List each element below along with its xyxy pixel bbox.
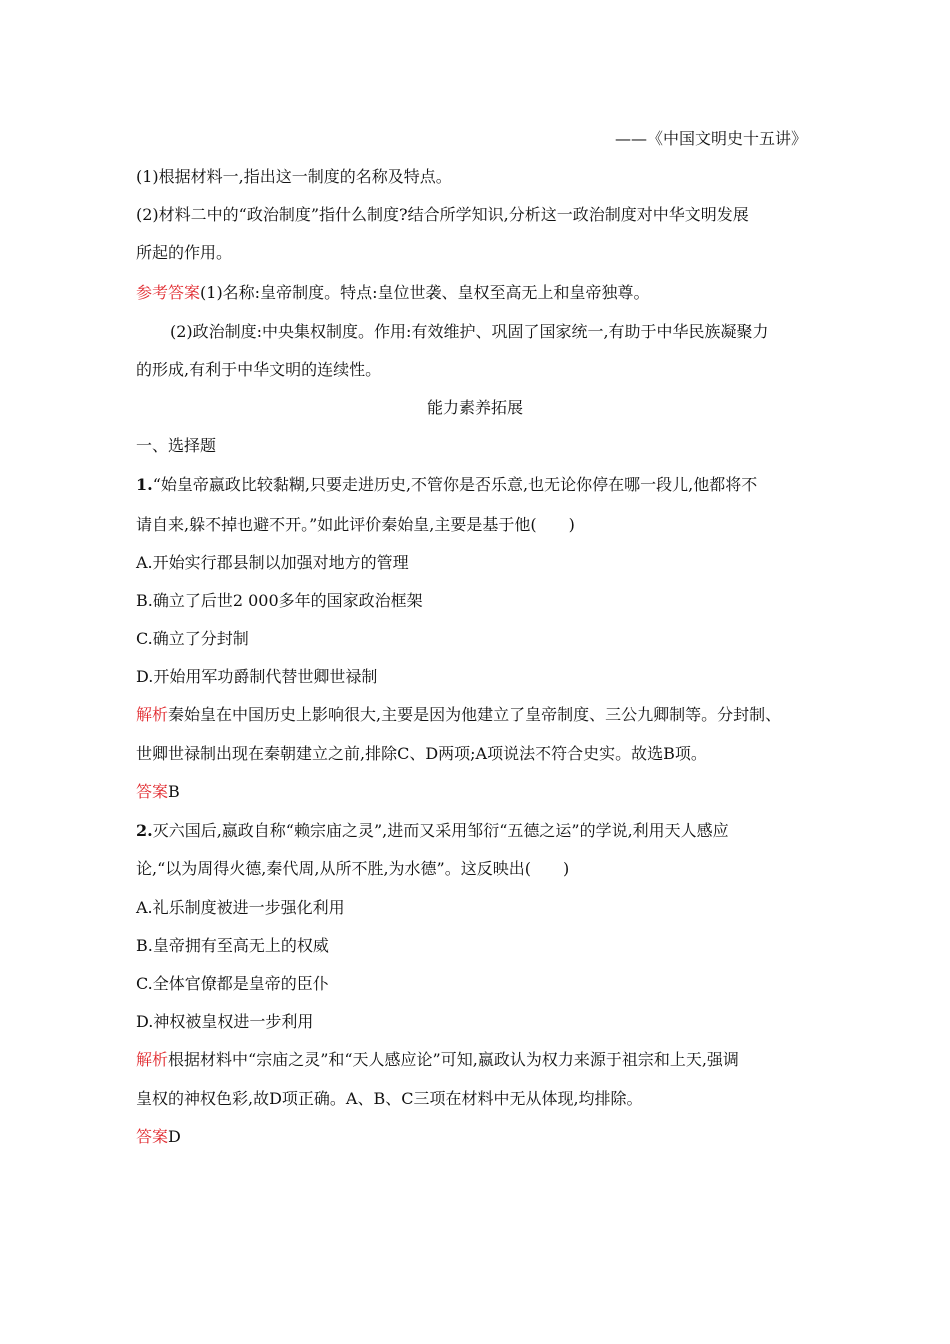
material-source: ——《中国文明史十五讲》 [614,129,807,148]
question-2-analysis-label: 解析 [136,1050,169,1069]
prev-question-2-line-2: 所起的作用。 [136,243,233,262]
question-1-answer-value: B [168,782,180,801]
reference-answer-line-3: 的形成,有利于中华文明的连续性。 [136,360,382,379]
question-2-option-d: D.神权被皇权进一步利用 [136,1012,314,1031]
question-2-analysis-text-1: 根据材料中“宗庙之灵”和“天人感应论”可知,嬴政认为权力来源于祖宗和上天,强调 [168,1050,739,1069]
question-2-answer-value: D [168,1127,181,1146]
prev-question-2-line-1: (2)材料二中的“政治制度”指什么制度?结合所学知识,分析这一政治制度对中华文明发展 [136,205,749,224]
question-2-analysis-line-2: 皇权的神权色彩,故D项正确。A、B、C三项在材料中无从体现,均排除。 [136,1089,643,1108]
question-1-option-c: C.确立了分封制 [136,629,249,648]
question-1-analysis-line-1 [136,705,781,725]
question-2-analysis-line-1 [136,1050,739,1070]
question-2-stem-line-2: 论,“以为周得火德,秦代周,从所不胜,为水德”。这反映出( ) [136,859,570,878]
subsection-title: 一、选择题 [136,436,217,455]
question-1-stem-text-1: “始皇帝嬴政比较黏糊,只要走进历史,不管你是否乐意,也无论你停在哪一段儿,他都将不 [152,475,758,494]
question-1-answer [136,782,180,802]
question-2-option-c: C.全体官僚都是皇帝的臣仆 [136,974,329,993]
reference-answer-line-2: (2)政治制度:中央集权制度。作用:有效维护、巩固了国家统一,有助于中华民族凝聚力 [170,322,769,341]
prev-question-1: (1)根据材料一,指出这一制度的名称及特点。 [136,167,452,186]
question-1-option-d: D.开始用军功爵制代替世卿世禄制 [136,667,378,686]
question-2-answer-label: 答案 [136,1127,169,1146]
reference-answer-text-1: (1)名称:皇帝制度。特点:皇位世袭、皇权至高无上和皇帝独尊。 [200,283,650,302]
question-1-analysis-line-2: 世卿世禄制出现在秦朝建立之前,排除C、D两项;A项说法不符合史实。故选B项。 [136,744,707,763]
question-1-answer-label: 答案 [136,782,169,801]
reference-answer-line-1 [136,283,649,303]
question-1-option-a: A.开始实行郡县制以加强对地方的管理 [136,553,409,572]
question-2-stem-line-1 [136,821,729,841]
question-1-number: 1. [136,475,153,494]
question-1-analysis-label: 解析 [136,705,169,724]
question-2-option-b: B.皇帝拥有至高无上的权威 [136,936,329,955]
question-1-stem-line-1 [136,475,757,495]
section-title: 能力素养拓展 [426,398,523,417]
question-2-stem-text-1: 灭六国后,嬴政自称“赖宗庙之灵”,进而又采用邹衍“五德之运”的学说,利用天人感应 [152,821,729,840]
question-1-stem-line-2: 请自来,躲不掉也避不开。”如此评价秦始皇,主要是基于他( ) [136,515,575,534]
question-2-number: 2. [136,821,153,840]
question-1-analysis-text-1: 秦始皇在中国历史上影响很大,主要是因为他建立了皇帝制度、三公九卿制等。分封制、 [168,705,782,724]
question-1-option-b: B.确立了后世2 000多年的国家政治框架 [136,591,423,610]
question-2-option-a: A.礼乐制度被进一步强化利用 [136,898,345,917]
question-2-answer [136,1127,181,1147]
reference-answer-label: 参考答案 [136,283,201,302]
